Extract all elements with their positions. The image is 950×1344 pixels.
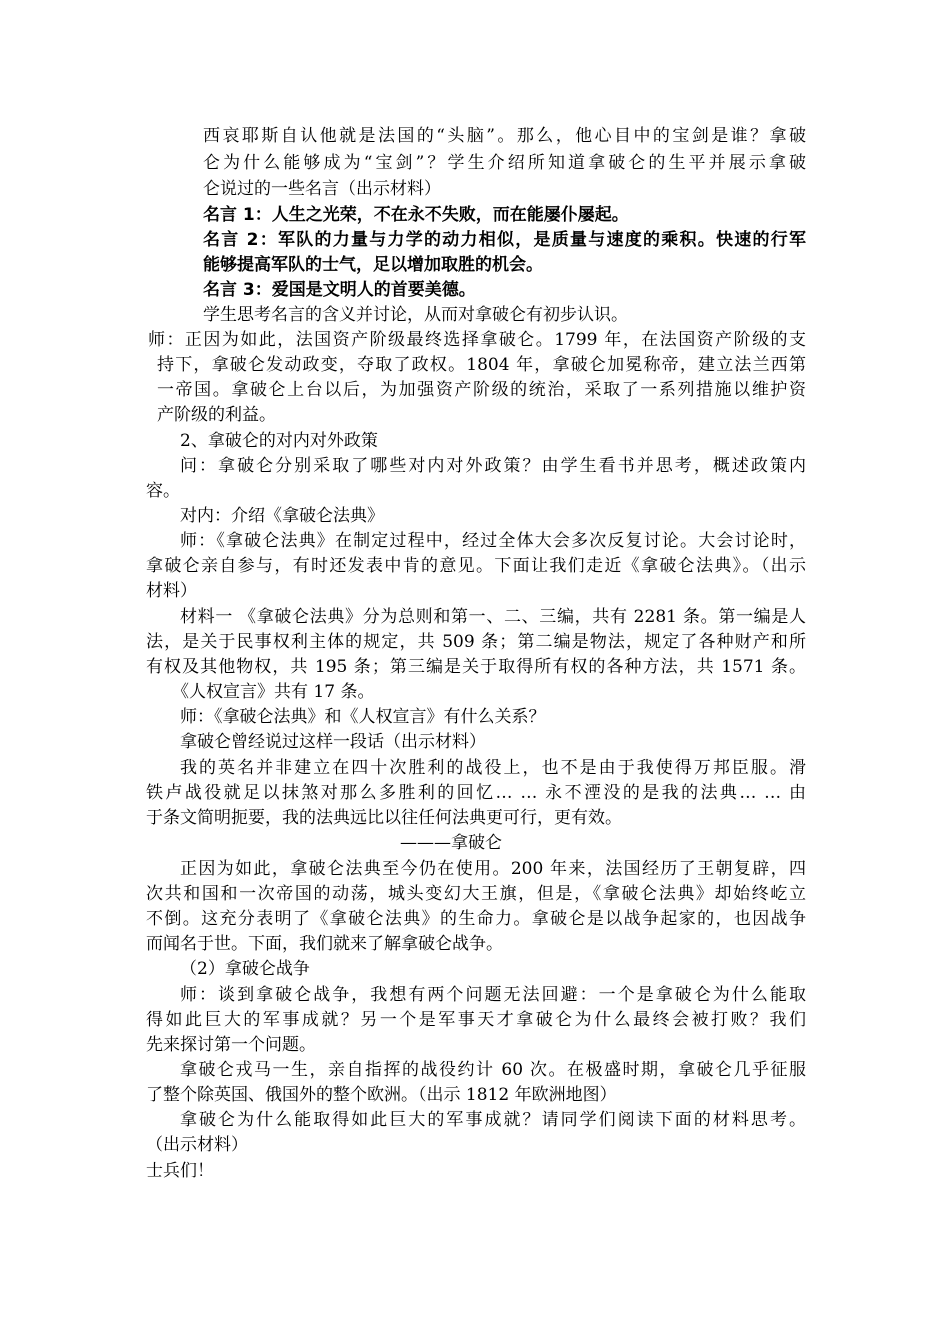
section-heading: 2、拿破仑的对内对外政策 xyxy=(180,431,378,451)
quote-signature: ———拿破仑 xyxy=(400,833,502,853)
text-line: 先来探讨第一个问题。 xyxy=(146,1035,316,1055)
text-line: 而闻名于世。下面，我们就来了解拿破仑战争。 xyxy=(146,934,503,954)
text-line: 对内：介绍《拿破仑法典》 xyxy=(180,506,384,526)
text-line: 持下，拿破仑发动政变，夺取了政权。1804 年，拿破仑加冕称帝，建立法兰西第 xyxy=(157,355,806,375)
quote-1: 名言 1：人生之光荣，不在永不失败，而在能屡仆屡起。 xyxy=(203,205,629,225)
text-line: 容。 xyxy=(146,481,180,501)
text-line: 拿破仑为什么能取得如此巨大的军事成就？请同学们阅读下面的材料思考。 xyxy=(180,1110,806,1130)
text-line: 有权及其他物权，共 195 条；第三编是关于取得所有权的各种方法，共 1571 条。 xyxy=(146,657,806,677)
text-line: 铁卢战役就足以抹煞对那么多胜利的回忆… … 永不湮没的是我的法典… … 由 xyxy=(146,783,806,803)
text-line: 得如此巨大的军事成就？另一个是军事天才拿破仑为什么最终会被打败？我们 xyxy=(146,1010,806,1030)
quote-2: 名言 2：军队的力量与力学的动力相似，是质量与速度的乘积。快速的行军 xyxy=(203,230,806,250)
quote-2: 能够提高军队的士气，足以增加取胜的机会。 xyxy=(203,255,543,275)
text-line: 正因为如此，拿破仑法典至今仍在使用。200 年来，法国经历了王朝复辟，四 xyxy=(180,859,806,879)
text-line: 拿破仑曾经说过这样一段话（出示材料） xyxy=(180,732,486,752)
text-line: 师：《拿破仑法典》和《人权宣言》有什么关系？ xyxy=(180,707,546,727)
text-line: 师：正因为如此，法国资产阶级最终选择拿破仑。1799 年，在法国资产阶级的支 xyxy=(148,330,806,350)
text-line: 问：拿破仑分别采取了哪些对内对外政策？由学生看书并思考，概述政策内 xyxy=(180,456,806,476)
text-line: 产阶级的利益。 xyxy=(157,405,276,425)
text-line: 材料） xyxy=(146,581,197,601)
text-line: 于条文简明扼要，我的法典远比以往任何法典更可行，更有效。 xyxy=(146,808,622,828)
text-line: （出示材料） xyxy=(146,1135,248,1155)
text-line: 拿破仑戎马一生，亲自指挥的战役约计 60 次。在极盛时期，拿破仑几乎征服 xyxy=(180,1060,806,1080)
text-line: 师：《拿破仑法典》在制定过程中，经过全体大会多次反复讨论。大会讨论时， xyxy=(180,531,806,551)
text-line: 西哀耶斯自认他就是法国的“头脑”。那么，他心目中的宝剑是谁？拿破 xyxy=(203,126,806,146)
text-line: 学生思考名言的含义并讨论，从而对拿破仑有初步认识。 xyxy=(203,305,628,325)
text-line: 一帝国。拿破仑上台以后，为加强资产阶级的统治，采取了一系列措施以维护资 xyxy=(157,380,806,400)
text-line: 士兵们！ xyxy=(146,1161,214,1181)
quote-3: 名言 3：爱国是文明人的首要美德。 xyxy=(203,280,476,300)
section-heading: （2）拿破仑战争 xyxy=(180,959,310,979)
text-line: 法，是关于民事权利主体的规定，共 509 条；第二编是物法，规定了各种财产和所 xyxy=(146,632,806,652)
text-line: 了整个除英国、俄国外的整个欧洲。（出示 1812 年欧洲地图） xyxy=(146,1085,617,1105)
text-line: 拿破仑亲自参与，有时还发表中肯的意见。下面让我们走近《拿破仑法典》。（出示 xyxy=(146,556,806,576)
text-line: 仑为什么能够成为“宝剑”？学生介绍所知道拿破仑的生平并展示拿破 xyxy=(203,153,806,173)
text-line: 材料一 《拿破仑法典》分为总则和第一、二、三编，共有 2281 条。第一编是人 xyxy=(180,607,806,627)
text-line: 次共和国和一次帝国的动荡，城头变幻大王旗，但是，《拿破仑法典》却始终屹立 xyxy=(146,884,806,904)
text-line: 我的英名并非建立在四十次胜利的战役上，也不是由于我使得万邦臣服。滑 xyxy=(180,758,806,778)
text-line: 《人权宣言》共有 17 条。 xyxy=(172,682,375,702)
text-line: 仑说过的一些名言（出示材料） xyxy=(203,179,441,199)
text-line: 师：谈到拿破仑战争，我想有两个问题无法回避：一个是拿破仑为什么能取 xyxy=(180,985,806,1005)
text-line: 不倒。这充分表明了《拿破仑法典》的生命力。拿破仑是以战争起家的，也因战争 xyxy=(146,909,806,929)
